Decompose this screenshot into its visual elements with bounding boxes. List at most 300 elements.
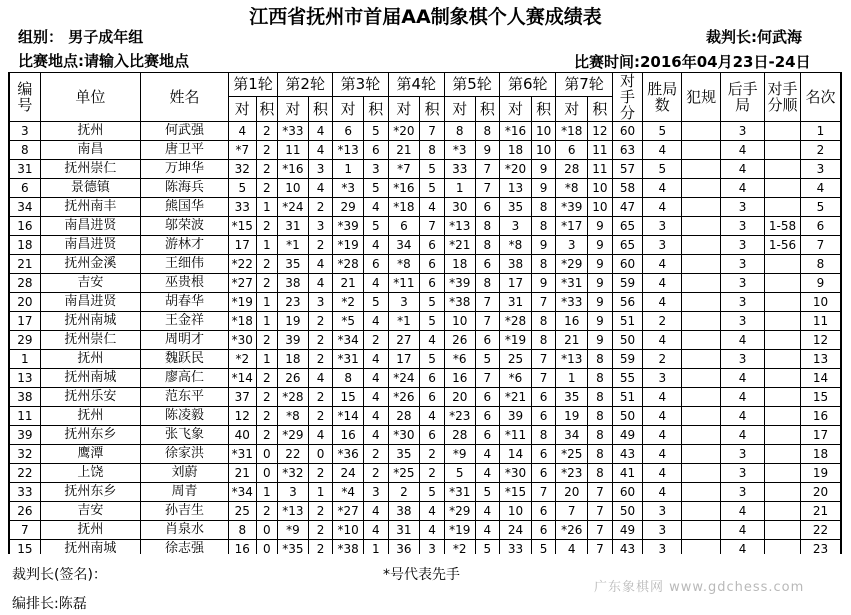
table-cell: 0 [256,445,278,464]
table-cell: 4 [721,502,765,521]
table-cell: 2 [308,388,333,407]
table-cell: 17 [500,274,532,293]
table-cell: 1-58 [765,217,801,236]
table-cell: 21 [333,274,364,293]
header-number: 编号 [10,73,41,122]
table-cell: *1 [278,236,309,255]
table-cell: 5 [364,293,389,312]
table-row [10,502,841,521]
table-cell: *3 [333,179,364,198]
table-cell: *15 [228,217,256,236]
table-cell: 6 [420,274,445,293]
table-cell: 2 [256,426,278,445]
table-row [10,388,841,407]
table-cell: 3 [643,217,682,236]
table-cell: 3 [643,236,682,255]
table-cell: 4 [643,483,682,502]
table-cell: 2 [256,217,278,236]
table-cell: 38 [388,502,420,521]
table-cell: 徐家洪 [140,445,228,464]
table-cell [765,350,801,369]
table-cell: 8 [475,122,500,141]
table-cell: 0 [256,540,278,555]
table-cell: 7 [588,483,613,502]
table-cell: 3 [721,236,765,255]
table-cell [765,502,801,521]
table-cell: 60 [612,255,643,274]
table-cell: *27 [228,274,256,293]
table-cell: 8 [531,255,556,274]
table-cell: 4 [721,331,765,350]
table-cell: 5 [364,122,389,141]
table-cell: 39 [278,331,309,350]
table-cell: 1 [556,369,588,388]
table-cell: 2 [256,407,278,426]
table-cell: 6 [531,445,556,464]
table-cell: 12 [228,407,256,426]
table-row [10,255,841,274]
table-cell [682,293,721,312]
table-cell: 1 [308,483,333,502]
table-cell: *38 [444,293,475,312]
table-cell [765,141,801,160]
table-cell: 20 [556,483,588,502]
table-cell: 5 [420,160,445,179]
table-cell [682,388,721,407]
table-cell: 2 [308,521,333,540]
table-cell: *19 [333,236,364,255]
header-round-4: 第4轮 [388,73,444,97]
table-cell [765,255,801,274]
table-cell [765,331,801,350]
table-row [10,274,841,293]
table-row [10,331,841,350]
subheader-opponent-5: 对 [444,96,475,121]
table-cell: 16 [556,312,588,331]
table-cell: 56 [612,293,643,312]
table-cell: 4 [364,388,389,407]
table-cell: 刘蔚 [140,464,228,483]
table-cell: 南昌进贤 [40,236,140,255]
table-cell: 吉安 [40,502,140,521]
table-cell: *24 [388,369,420,388]
table-cell [682,255,721,274]
table-cell: 7 [475,160,500,179]
table-cell: 2 [308,198,333,217]
table-cell: 6 [10,179,41,198]
table-cell: 4 [475,464,500,483]
table-cell [682,236,721,255]
table-cell: 2 [308,407,333,426]
table-cell: 6 [475,198,500,217]
table-cell: 陈海兵 [140,179,228,198]
table-cell: 4 [643,388,682,407]
table-cell: 6 [420,426,445,445]
table-cell: 抚州金溪 [40,255,140,274]
table-cell: 3 [10,122,41,141]
table-cell: 32 [10,445,41,464]
table-cell: 6 [800,217,840,236]
header-wins: 胜局数 [643,73,682,122]
table-cell: 4 [364,236,389,255]
table-cell: 6 [531,502,556,521]
table-cell: *15 [500,483,532,502]
table-cell: 18 [800,445,840,464]
table-cell: *20 [500,160,532,179]
table-cell: 9 [531,160,556,179]
table-cell: *24 [278,198,309,217]
table-cell: *7 [388,160,420,179]
table-cell: 抚州 [40,350,140,369]
table-cell: 20 [800,483,840,502]
table-cell [765,179,801,198]
table-cell: 11 [278,141,309,160]
table-cell: 抚州南丰 [40,198,140,217]
table-cell: 31 [388,521,420,540]
referee-signature-label: 裁判长(签名)： [12,567,107,583]
table-cell: 10 [588,198,613,217]
table-cell: 3 [308,160,333,179]
header-foul: 犯规 [682,73,721,122]
table-cell: 1 [256,293,278,312]
table-cell: 9 [588,293,613,312]
table-cell: 4 [643,331,682,350]
table-cell: 3 [364,160,389,179]
table-cell: 10 [531,122,556,141]
table-cell: *14 [333,407,364,426]
first-move-note: *号代表先手 [383,567,460,583]
table-cell: 49 [612,521,643,540]
table-cell: 抚州东乡 [40,483,140,502]
table-cell: 5 [643,122,682,141]
table-cell: 4 [721,540,765,555]
table-cell [682,369,721,388]
subheader-opponent-7: 对 [556,96,588,121]
table-cell: 4 [721,426,765,445]
table-cell [682,407,721,426]
table-cell: 35 [500,198,532,217]
table-cell: 1 [800,122,840,141]
table-cell: 9 [588,236,613,255]
table-cell: 34 [10,198,41,217]
table-cell: 2 [256,141,278,160]
table-cell: 3 [721,483,765,502]
table-cell: 38 [500,255,532,274]
table-cell: 4 [420,521,445,540]
table-cell: 13 [500,179,532,198]
subheader-opponent-4: 对 [388,96,420,121]
venue-label: 比赛地点:请输入比赛地点 [18,52,189,70]
table-cell: 16 [800,407,840,426]
table-cell: 0 [256,521,278,540]
table-cell [682,426,721,445]
table-cell: 4 [721,407,765,426]
table-cell: 14 [500,445,532,464]
table-cell: 43 [612,540,643,555]
table-cell: *2 [333,293,364,312]
table-row [10,198,841,217]
table-cell: 8 [588,445,613,464]
table-cell: 22 [800,521,840,540]
table-cell [682,521,721,540]
table-cell: 20 [444,388,475,407]
table-cell: 6 [531,464,556,483]
table-cell: *6 [444,350,475,369]
table-cell: 4 [643,445,682,464]
table-cell: 38 [278,274,309,293]
table-cell: 4 [364,274,389,293]
table-cell: 8 [531,426,556,445]
table-cell: 万坤华 [140,160,228,179]
table-cell: 28 [444,426,475,445]
table-cell: 57 [612,160,643,179]
table-cell: *19 [500,331,532,350]
table-cell: 65 [612,217,643,236]
table-cell: 3 [721,350,765,369]
table-cell: *39 [333,217,364,236]
table-cell: 5 [364,217,389,236]
table-cell: *28 [500,312,532,331]
table-cell: 3 [721,312,765,331]
table-cell: 50 [612,502,643,521]
table-cell: *13 [556,350,588,369]
table-cell: 7 [475,293,500,312]
table-cell: 10 [531,141,556,160]
table-cell: 6 [420,236,445,255]
table-cell: 23 [278,293,309,312]
table-cell: 9 [588,255,613,274]
header-unit: 单位 [40,73,140,122]
table-cell: 25 [228,502,256,521]
table-cell: 2 [256,369,278,388]
table-cell [682,217,721,236]
table-cell: 周青 [140,483,228,502]
table-cell: 5 [475,483,500,502]
table-cell: 6 [333,122,364,141]
table-cell: 5 [420,350,445,369]
table-cell: 7 [420,217,445,236]
table-cell: 抚州崇仁 [40,331,140,350]
header-round-6: 第6轮 [500,73,556,97]
table-row [10,236,841,255]
table-cell: 7 [531,350,556,369]
table-row [10,445,841,464]
table-cell: 4 [364,426,389,445]
table-cell: 16 [333,426,364,445]
table-cell: 4 [364,312,389,331]
table-cell: 17 [388,350,420,369]
table-cell: 19 [278,312,309,331]
table-cell: *38 [333,540,364,555]
table-cell: 28 [556,160,588,179]
table-cell: 27 [388,331,420,350]
table-cell: 2 [308,331,333,350]
table-cell: 2 [364,464,389,483]
table-cell [682,540,721,555]
table-cell: 4 [308,274,333,293]
table-cell: 5 [444,464,475,483]
table-cell [682,198,721,217]
table-cell: 4 [308,255,333,274]
table-cell [682,483,721,502]
table-cell: 9 [588,274,613,293]
table-cell: 3 [721,293,765,312]
table-cell: 35 [388,445,420,464]
table-cell: 13 [10,369,41,388]
table-cell: 7 [10,521,41,540]
table-cell: 7 [588,502,613,521]
table-cell: *19 [444,521,475,540]
table-cell: 陈凌毅 [140,407,228,426]
table-cell: 徐志强 [140,540,228,555]
table-cell: 3 [388,293,420,312]
table-row [10,312,841,331]
table-cell: 3 [721,255,765,274]
table-cell: 抚州崇仁 [40,160,140,179]
table-cell: 2 [308,312,333,331]
table-cell: 4 [420,331,445,350]
table-cell: *28 [333,255,364,274]
table-row [10,464,841,483]
table-cell: 35 [278,255,309,274]
table-cell: 8 [228,521,256,540]
table-cell: 上饶 [40,464,140,483]
table-cell: 10 [588,179,613,198]
compiler-label: 编排长:陈磊 [12,596,87,612]
table-cell: 3 [308,293,333,312]
table-cell: *23 [444,407,475,426]
table-cell: 10 [500,502,532,521]
table-cell: 2 [256,179,278,198]
table-cell: *7 [228,141,256,160]
table-cell: 4 [364,521,389,540]
table-cell [765,312,801,331]
table-cell: 8 [475,236,500,255]
table-cell: *39 [444,274,475,293]
table-cell: 4 [308,122,333,141]
table-cell: *13 [278,502,309,521]
table-cell [765,198,801,217]
table-cell: 21 [556,331,588,350]
table-cell: 36 [388,540,420,555]
table-cell: 6 [364,255,389,274]
table-cell: 5 [420,312,445,331]
table-cell [765,540,801,555]
table-cell: 50 [612,331,643,350]
table-cell: *8 [500,236,532,255]
table-cell: 1-56 [765,236,801,255]
table-cell: *28 [278,388,309,407]
table-cell: 2 [256,388,278,407]
table-cell: *25 [556,445,588,464]
table-row [10,407,841,426]
table-cell: 33 [228,198,256,217]
table-cell: *34 [333,331,364,350]
table-cell: 47 [612,198,643,217]
table-cell: 5 [475,350,500,369]
table-cell: 38 [10,388,41,407]
table-cell: *29 [444,502,475,521]
table-cell: 6 [420,255,445,274]
table-cell: 3 [500,217,532,236]
table-cell: 2 [308,464,333,483]
table-cell: *18 [228,312,256,331]
table-cell: 12 [588,122,613,141]
subheader-points-4: 积 [420,96,445,121]
table-cell: 23 [800,540,840,555]
table-cell: 55 [612,369,643,388]
table-cell: *10 [333,521,364,540]
table-cell: *30 [500,464,532,483]
table-cell: *22 [228,255,256,274]
table-cell: 21 [228,464,256,483]
table-cell: 31 [278,217,309,236]
table-cell: 2 [256,122,278,141]
page-title: 江西省抚州市首届AA制象棋个人赛成绩表 [249,6,602,28]
table-cell: 11 [10,407,41,426]
table-cell: 60 [612,122,643,141]
table-cell: 8 [475,274,500,293]
table-cell: 9 [531,236,556,255]
table-cell: 7 [475,312,500,331]
table-cell: 抚州东乡 [40,426,140,445]
table-cell: 19 [800,464,840,483]
table-cell: 8 [800,255,840,274]
table-cell: 59 [612,350,643,369]
table-cell: 7 [531,483,556,502]
table-cell: 7 [475,179,500,198]
table-cell: 1 [256,350,278,369]
table-cell [682,445,721,464]
table-cell: 张飞象 [140,426,228,445]
table-cell: *3 [444,141,475,160]
table-cell: *39 [556,198,588,217]
table-cell: 18 [500,141,532,160]
table-cell: 50 [612,407,643,426]
subheader-opponent-1: 对 [228,96,256,121]
table-cell: 2 [420,464,445,483]
table-cell: 抚州南城 [40,312,140,331]
table-cell [682,312,721,331]
table-cell: 0 [308,445,333,464]
table-cell: 8 [531,331,556,350]
table-cell: *4 [333,483,364,502]
watermark: 广东象棋网 www.gdchess.com [594,580,805,595]
table-cell: 8 [444,122,475,141]
table-cell: 21 [388,141,420,160]
table-row [10,122,841,141]
table-cell: 4 [643,179,682,198]
table-cell: 8 [531,217,556,236]
table-cell [765,293,801,312]
table-cell: 8 [333,369,364,388]
table-cell: 49 [612,426,643,445]
table-cell: 9 [531,274,556,293]
table-cell: 1 [10,350,41,369]
table-cell: *2 [228,350,256,369]
table-cell: 16 [444,369,475,388]
table-cell: 范东平 [140,388,228,407]
table-cell: 6 [475,407,500,426]
table-cell: 11 [588,141,613,160]
table-cell: 6 [531,521,556,540]
table-cell [682,179,721,198]
table-cell: 4 [308,426,333,445]
table-cell: 22 [278,445,309,464]
table-cell: 3 [556,236,588,255]
table-cell: 4 [643,274,682,293]
table-cell: 1 [256,483,278,502]
